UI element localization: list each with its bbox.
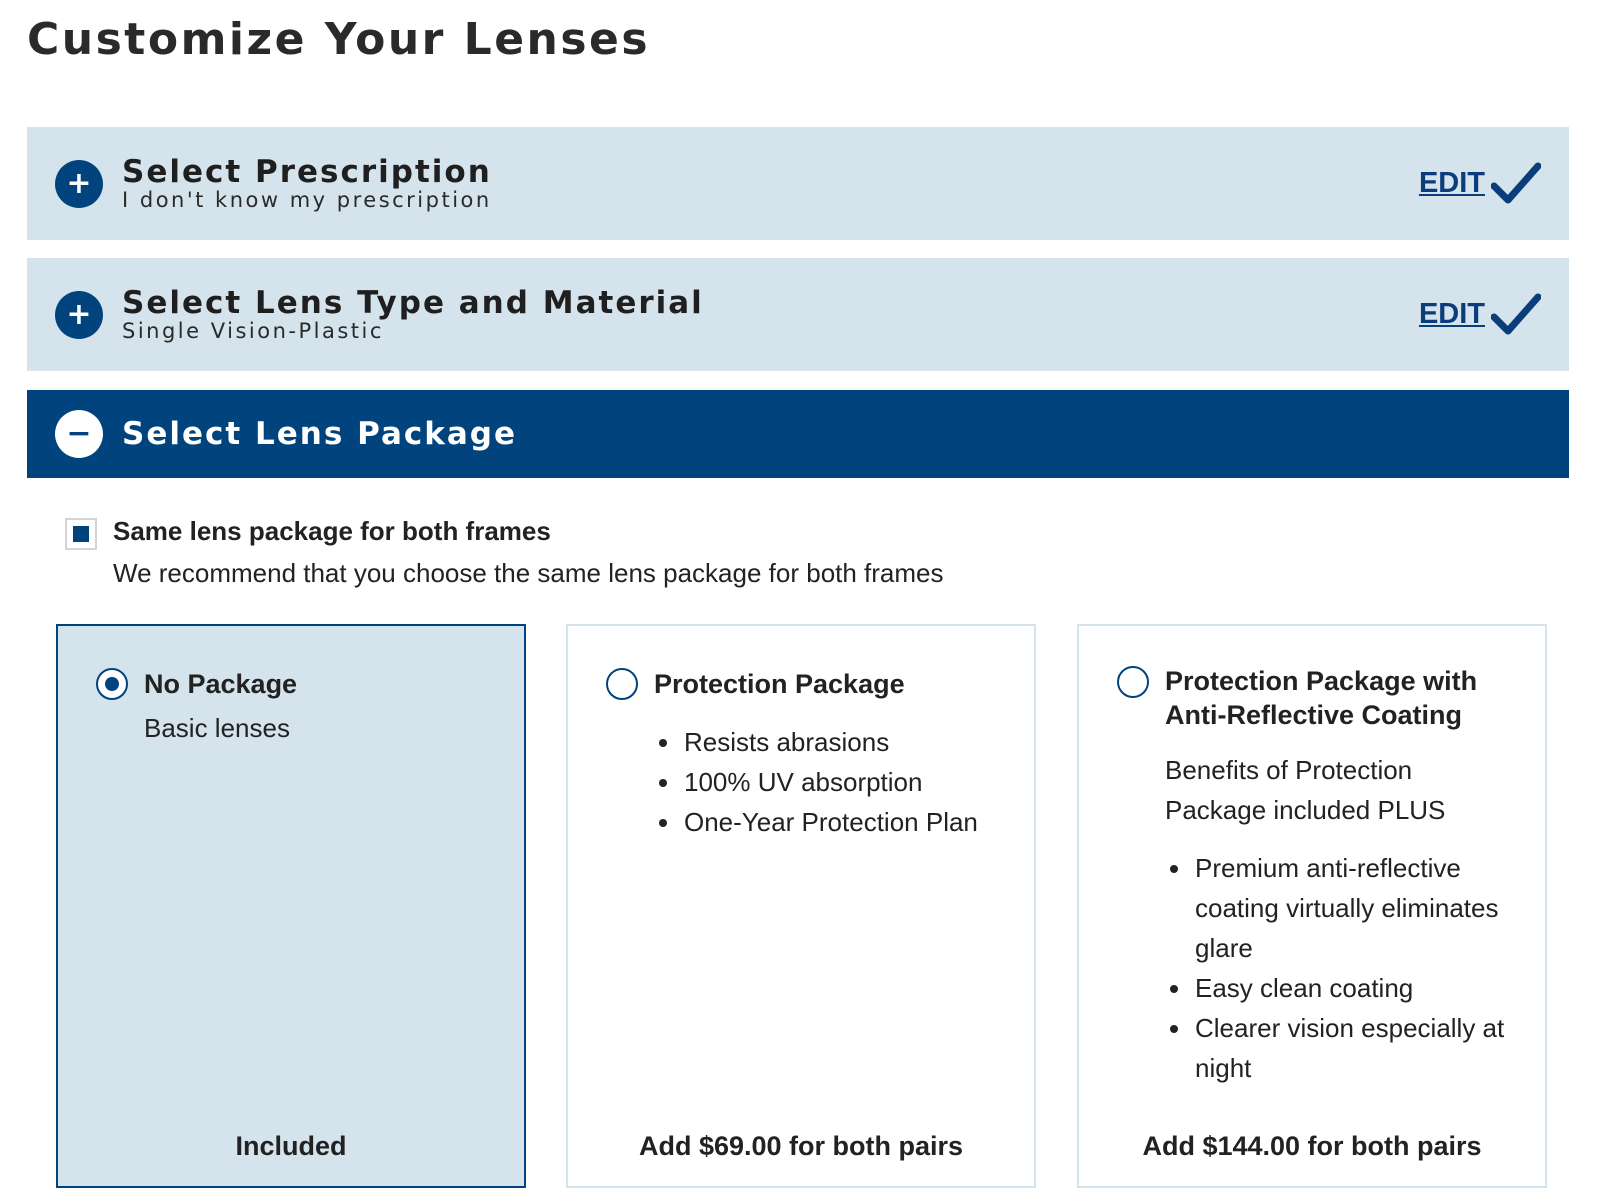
list-item: • One-Year Protection Plan [682, 802, 1024, 842]
step-select-lens-type[interactable] [27, 258, 1569, 371]
package-benefits-list [654, 722, 1024, 842]
package-benefits-list [1165, 848, 1535, 1088]
same-package-description: We recommend that you choose the same lens package for both frames [113, 558, 944, 588]
list-item: • Easy clean coating [1193, 968, 1535, 1008]
list-item: • Resists abrasions [682, 722, 1024, 762]
edit-prescription-link[interactable]: EDIT [1418, 167, 1485, 199]
list-item: • 100% UV absorption [682, 762, 1024, 802]
checkmark-icon [1491, 293, 1541, 337]
package-title: No Package [144, 669, 298, 699]
radio-no-package[interactable] [96, 668, 128, 700]
package-price: Included [235, 1131, 347, 1161]
step-title: Select Prescription [122, 153, 492, 190]
radio-protection[interactable] [606, 668, 638, 700]
edit-lens-type-link[interactable]: EDIT [1418, 298, 1485, 330]
same-package-label[interactable]: Same lens package for both frames [113, 516, 551, 546]
radio-selected-dot [105, 677, 119, 691]
plus-icon[interactable]: + [55, 291, 103, 339]
plus-icon[interactable]: + [55, 160, 103, 208]
checkbox-checked-mark [73, 526, 89, 542]
edit-group [1419, 293, 1541, 337]
step-subtitle: I don't know my prescription [122, 187, 492, 212]
step-select-lens-package[interactable] [27, 390, 1569, 478]
edit-group [1419, 162, 1541, 206]
package-card-protection[interactable] [566, 624, 1036, 1188]
package-intro: Benefits of Protection Package included PLUS [1165, 755, 1446, 825]
page-title: Customize Your Lenses [27, 14, 651, 65]
package-title: Protection Package with Anti-Reflective Coating [1165, 666, 1478, 730]
minus-icon[interactable]: − [55, 410, 103, 458]
package-card-no-package[interactable] [56, 624, 526, 1188]
package-card-protection-ar[interactable] [1077, 624, 1547, 1188]
package-price: Add $144.00 for both pairs [1142, 1131, 1482, 1161]
list-item: • Clearer vision especially at night [1193, 1008, 1535, 1088]
radio-protection-ar[interactable] [1117, 666, 1149, 698]
step-text [122, 153, 492, 212]
package-subtitle: Basic lenses [144, 713, 290, 743]
package-price: Add $69.00 for both pairs [638, 1131, 964, 1161]
package-title: Protection Package [654, 669, 905, 699]
same-package-checkbox[interactable] [65, 518, 97, 550]
step-subtitle: Single Vision-Plastic [122, 318, 384, 343]
step-title: Select Lens Type and Material [122, 284, 704, 321]
step-text [122, 284, 704, 343]
checkmark-icon [1491, 162, 1541, 206]
list-item: • Premium anti-reflective coating virtually eliminates glare [1193, 848, 1535, 968]
step-select-prescription[interactable] [27, 127, 1569, 240]
step-title: Select Lens Package [122, 416, 518, 452]
step-text [122, 418, 517, 450]
